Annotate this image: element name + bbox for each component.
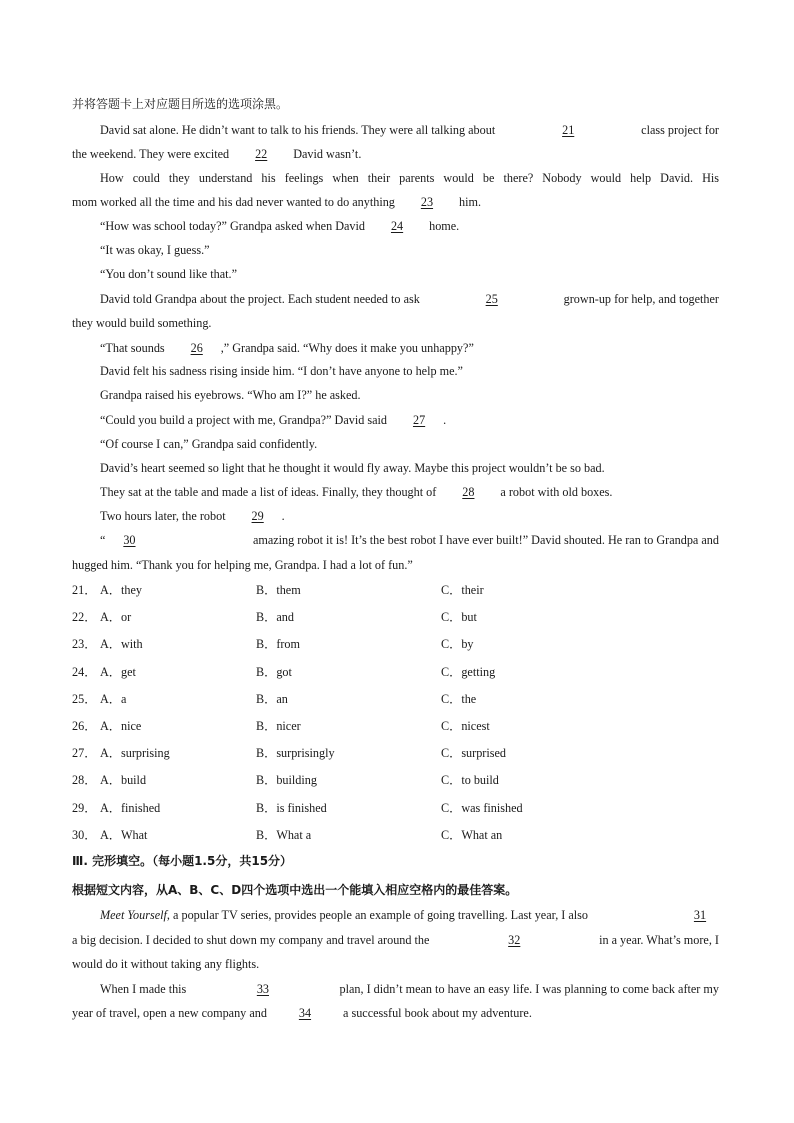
blank-31: 31 <box>693 908 707 922</box>
passage-line-9: they would build something. <box>72 316 212 330</box>
option-a: A．What <box>100 828 148 842</box>
blank-21: 21 <box>562 123 575 137</box>
blank-27: 27 <box>412 413 426 427</box>
option-c: C．but <box>441 610 477 624</box>
blank-24: 24 <box>390 219 404 233</box>
passage-line-12: Grandpa raised his eyebrows. “Who am I?” he asked. <box>100 388 361 402</box>
blank-26: 26 <box>190 341 203 355</box>
section-instruction: 根据短文内容，从A、B、C、D四个选项中选出一个能填入相应空格内的最佳答案。 <box>72 883 518 897</box>
passage-line-15: David’s heart seemed so light that he thought it would fly away. Maybe this project wouldn’t be so bad. <box>100 461 605 475</box>
blank-23: 23 <box>420 195 434 209</box>
passage-line-3: How could they understand his feelings when their parents would be there? Nobody would help David. His <box>100 171 719 185</box>
option-b: B．nicer <box>256 719 301 733</box>
section3-line-2: a big decision. I decided to shut down my company and travel around the 32 in a year. What’s more, I <box>72 933 719 947</box>
option-b: B．What a <box>256 828 312 842</box>
section3-line-4: When I made this 33 plan, I didn’t mean to have an easy life. I was planning to come back after my <box>100 982 719 996</box>
blank-34: 34 <box>298 1006 312 1020</box>
option-c: C．by <box>441 637 474 651</box>
option-b: B．is finished <box>256 801 327 815</box>
passage-line-5: “How was school today?” Grandpa asked when David 24 home. <box>100 219 460 233</box>
option-b: B．an <box>256 692 288 706</box>
section-title: Ⅲ. 完形填空。（每小题1.5分，共15分） <box>72 854 293 868</box>
passage-line-2: the weekend. They were excited 22 David wasn’t. <box>72 147 362 161</box>
option-a: A．get <box>100 665 136 679</box>
option-b: B．surprisingly <box>256 746 335 760</box>
option-a: A．a <box>100 692 127 706</box>
blank-25: 25 <box>485 292 498 306</box>
blank-33: 33 <box>256 982 269 996</box>
passage-line-4: mom worked all the time and his dad never wanted to do anything 23 him. <box>72 195 482 209</box>
question-number: 27． <box>72 746 97 760</box>
passage-line-7: “You don’t sound like that.” <box>100 267 237 281</box>
question-number: 21． <box>72 583 97 597</box>
option-c: C．nicest <box>441 719 490 733</box>
question-number: 26． <box>72 719 97 733</box>
section3-line-3: would do it without taking any flights. <box>72 957 260 971</box>
option-a: A．build <box>100 773 147 787</box>
question-number: 25． <box>72 692 97 706</box>
option-b: B．got <box>256 665 292 679</box>
question-number: 28． <box>72 773 97 787</box>
section3-line-5: year of travel, open a new company and 34 a successful book about my adventure. <box>72 1006 532 1020</box>
option-c: C．their <box>441 583 484 597</box>
section3-line-1: Meet Yourself, a popular TV series, provides people an example of going travelling. Last year, I also 31 <box>100 907 719 923</box>
option-a: A．or <box>100 610 132 624</box>
question-number: 30． <box>72 828 97 842</box>
passage-line-18: “ 30 amazing robot it is! It’s the best robot I have ever built!” David shouted. He ran to Grandpa and <box>100 533 719 547</box>
passage-line-8: David told Grandpa about the project. Each student needed to ask 25 grown-up for help, and together <box>100 292 719 306</box>
option-a: A．nice <box>100 719 142 733</box>
passage-line-1: David sat alone. He didn’t want to talk to his friends. They were all talking about 21 class project for <box>100 123 719 137</box>
blank-30: 30 <box>123 533 136 547</box>
option-a: A．with <box>100 637 143 651</box>
question-number: 29． <box>72 801 97 815</box>
option-b: B．from <box>256 637 301 651</box>
blank-22: 22 <box>255 147 268 161</box>
option-c: C．surprised <box>441 746 506 760</box>
option-b: B．building <box>256 773 317 787</box>
blank-32: 32 <box>508 933 521 947</box>
passage-line-14: “Of course I can,” Grandpa said confidently. <box>100 437 318 451</box>
option-a: A．finished <box>100 801 161 815</box>
option-c: C．getting <box>441 665 496 679</box>
blank-29: 29 <box>251 509 264 523</box>
passage-line-6: “It was okay, I guess.” <box>100 243 210 257</box>
passage-line-17: Two hours later, the robot 29 . <box>100 509 285 523</box>
option-a: A．they <box>100 583 142 597</box>
option-b: B．them <box>256 583 301 597</box>
passage-line-10: “That sounds 26 ,” Grandpa said. “Why does it make you unhappy?” <box>100 341 474 355</box>
option-a: A．surprising <box>100 746 170 760</box>
option-c: C．What an <box>441 828 503 842</box>
passage-line-11: David felt his sadness rising inside him. “I don’t have anyone to help me.” <box>100 364 463 378</box>
blank-28: 28 <box>462 485 475 499</box>
option-c: C．the <box>441 692 477 706</box>
option-c: C．was finished <box>441 801 523 815</box>
option-c: C．to build <box>441 773 499 787</box>
passage-line-19: hugged him. “Thank you for helping me, Grandpa. I had a lot of fun.” <box>72 558 413 572</box>
question-number: 22． <box>72 610 97 624</box>
passage-line-16: They sat at the table and made a list of ideas. Finally, they thought of 28 a robot with old boxes. <box>100 485 613 499</box>
passage-line-13: “Could you build a project with me, Grandpa?” David said 27 . <box>100 413 447 427</box>
question-number: 23． <box>72 637 97 651</box>
header-instruction: 并将答题卡上对应题目所选的选项涂黑。 <box>72 97 289 111</box>
question-number: 24． <box>72 665 97 679</box>
option-b: B．and <box>256 610 294 624</box>
